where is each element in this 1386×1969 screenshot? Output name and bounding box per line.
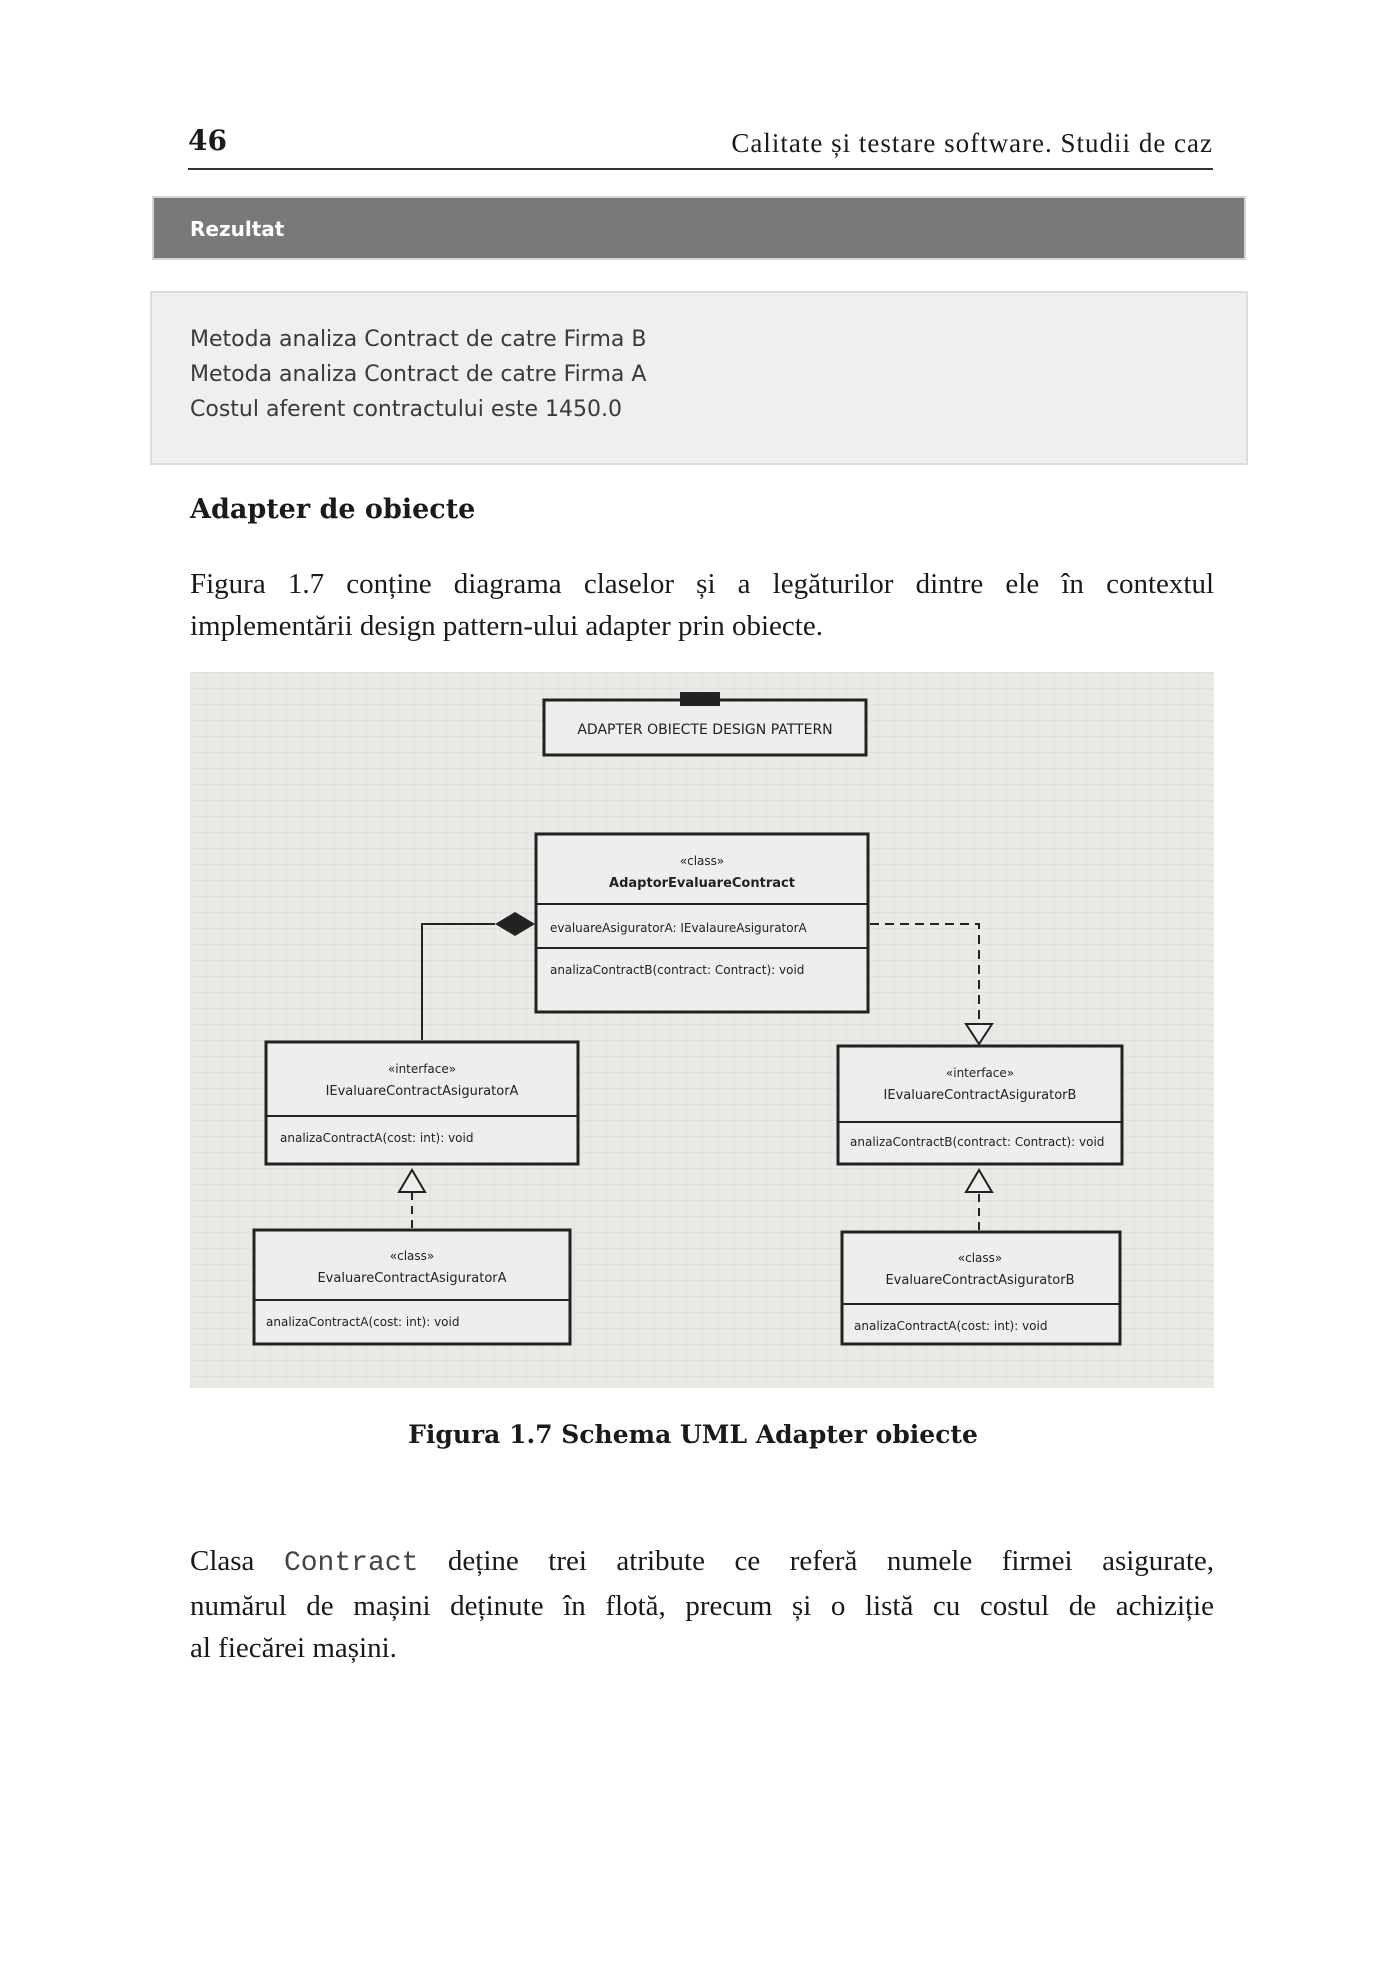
closing-word: Clasa [190,1545,255,1577]
closing-rest: deține trei atribute ce referă numele firmei asigurate, [447,1545,1215,1577]
page-header [188,120,1213,170]
class-b-box [842,1232,1120,1344]
intro-line: implementării design pattern-ului adapter prin obiecte. [190,610,823,642]
adaptor-attribute: evaluareAsiguratorA: IEvalaureAsiguratorA [550,921,807,935]
interface-b-method: analizaContractB(contract: Contract): void [850,1135,1105,1149]
adaptor-method: analizaContractB(contract: Contract): void [550,963,805,977]
class-a-name: EvaluareContractAsiguratorA [317,1271,507,1286]
closing-line: numărul de mașini deținute în flotă, precum și o listă cu costul de achiziție [190,1590,1214,1622]
result-label: Rezultat [190,217,285,241]
uml-diagram [190,672,1214,1388]
class-b-stereotype: «class» [957,1251,1003,1265]
interface-b-stereotype: «interface» [945,1066,1015,1080]
adaptor-name: AdaptorEvaluareContract [609,876,795,891]
result-header-bar [152,196,1246,260]
interface-b-name: IEvaluareContractAsiguratorB [883,1088,1077,1103]
program-output-box [150,291,1248,465]
closing-line [190,1540,1214,1585]
pin-decoration [680,692,720,706]
interface-a-box [266,1042,578,1164]
diagram-title-box [544,692,866,755]
class-a-box [254,1230,570,1344]
class-b-method: analizaContractA(cost: int): void [854,1319,1048,1333]
contract-code: Contract [283,1548,419,1579]
diagram-title: ADAPTER OBIECTE DESIGN PATTERN [577,722,833,738]
intro-paragraph [190,563,1214,647]
intro-line: Figura 1.7 conține diagrama claselor și a legăturilor dintre ele în contextul [190,568,1214,600]
adaptor-class-box [536,834,868,1012]
interface-a-method: analizaContractA(cost: int): void [280,1131,474,1145]
output-line: Metoda analiza Contract de catre Firma B [190,327,647,352]
running-title: Calitate și testare software. Studii de caz [731,128,1213,158]
interface-a-name: IEvaluareContractAsiguratorA [325,1084,519,1099]
class-a-method: analizaContractA(cost: int): void [266,1315,460,1329]
uml-figure [190,672,1214,1388]
class-a-stereotype: «class» [389,1249,435,1263]
adaptor-stereotype: «class» [679,854,725,868]
interface-b-box [838,1046,1122,1164]
output-line: Costul aferent contractului este 1450.0 [190,397,622,422]
output-line: Metoda analiza Contract de catre Firma A [190,362,647,387]
figure-caption: Figura 1.7 Schema UML Adapter obiecte [408,1420,978,1449]
closing-paragraph [190,1540,1214,1669]
closing-line: al fiecărei mașini. [190,1632,397,1664]
class-b-name: EvaluareContractAsiguratorB [885,1273,1075,1288]
section-title: Adapter de obiecte [190,494,476,525]
page-number: 46 [188,124,227,157]
interface-a-stereotype: «interface» [387,1062,457,1076]
